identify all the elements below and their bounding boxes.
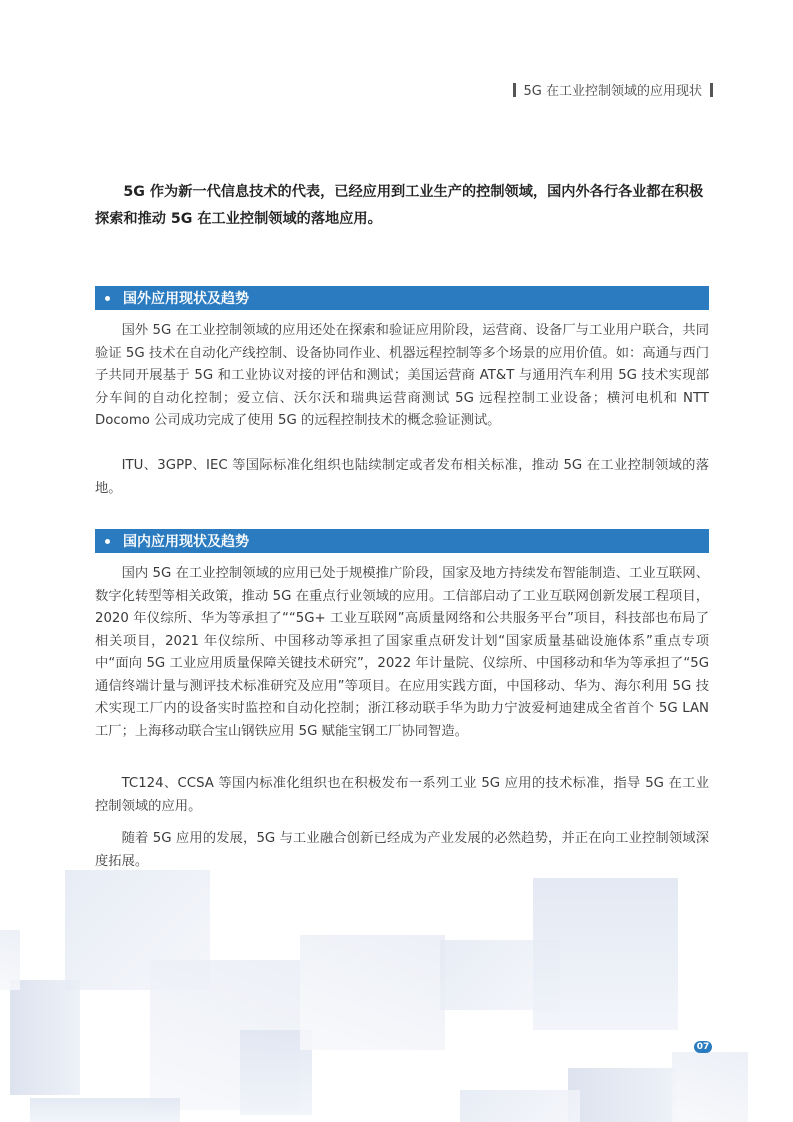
bullet-icon — [105, 539, 110, 544]
header-bar-right — [710, 83, 713, 97]
decor-square — [568, 1068, 676, 1122]
paragraph: ITU、3GPP、IEC 等国际标准化组织也陆续制定或者发布相关标准，推动 5G 在工业控制领域的落地。 — [95, 458, 709, 496]
decor-square — [30, 1098, 180, 1122]
paragraph: 随着 5G 应用的发展，5G 与工业融合创新已经成为产业发展的必然趋势，并正在向工业控制领域深度拓展。 — [95, 831, 709, 869]
section-title: 国外应用现状及趋势 — [123, 291, 249, 307]
paragraph: TC124、CCSA 等国内标准化组织也在积极发布一系列工业 5G 应用的技术标准，指导 5G 在工业控制领域的应用。 — [95, 776, 709, 814]
paragraph: 国内 5G 在工业控制领域的应用已处于规模推广阶段，国家及地方持续发布智能制造、工业互联网、数字化转型等相关政策，推动 5G 在重点行业领域的应用。工信部启动了工业互联网创新发展工程项目，2020 年仪综所、华为等承担了““5G+ 工业互联网”高质量网络和公共服务平台”项目，科技部也布局了相关项目，2021 年仪综所、中国移动等承担了国家重点研发计划“国家质量基础设施体系”重点专项中“面向 5G 工业应用质量保障关键技术研究”，2022 年计量院、仪综所、中国移动和华为等承担了“5G 通信终端计量与测评技术标准研究及应用”等项目。在应用实践方面，中国移动、华为、海尔利用 5G 技术实现工厂内的设备实时监控和自动化控制；浙江移动联手华为助力宁波爱柯迪建成全省首个 5G LAN 工厂；上海移动联合宝山钢铁应用 5G 赋能宝钢工厂协同智造。 — [95, 566, 709, 739]
intro-paragraph: 5G 作为新一代信息技术的代表，已经应用到工业生产的控制领域，国内外各行各业都在积极探索和推动 5G 在工业控制领域的落地应用。 — [95, 184, 704, 227]
bullet-icon — [105, 296, 110, 301]
section-header-foreign — [95, 286, 709, 310]
decor-square — [300, 935, 445, 1050]
paragraph: 国外 5G 在工业控制领域的应用还处在探索和验证应用阶段，运营商、设备厂与工业用户联合，共同验证 5G 技术在自动化产线控制、设备协同作业、机器远程控制等多个场景的应用价值。如：高通与西门子共同开展基于 5G 和工业协议对接的评估和测试；美国运营商 AT&T 与通用汽车利用 5G 技术实现部分车间的自动化控制；爱立信、沃尔沃和瑞典运营商测试 5G 远程控制工业设备；横河电机和 NTT Docomo 公司成功完成了使用 5G 的远程控制技术的概念验证测试。 — [95, 323, 709, 428]
decor-square — [460, 1090, 580, 1122]
decor-square — [0, 930, 20, 990]
decor-square — [533, 878, 678, 1030]
header-bar-left — [513, 83, 516, 97]
header-title: 5G 在工业控制领域的应用现状 — [523, 84, 702, 99]
section-header-domestic — [95, 529, 709, 553]
decor-square — [672, 1052, 748, 1122]
decor-square — [10, 980, 80, 1095]
running-header — [513, 80, 713, 99]
page-number: 07 — [694, 1041, 712, 1053]
section-title: 国内应用现状及趋势 — [123, 534, 249, 550]
